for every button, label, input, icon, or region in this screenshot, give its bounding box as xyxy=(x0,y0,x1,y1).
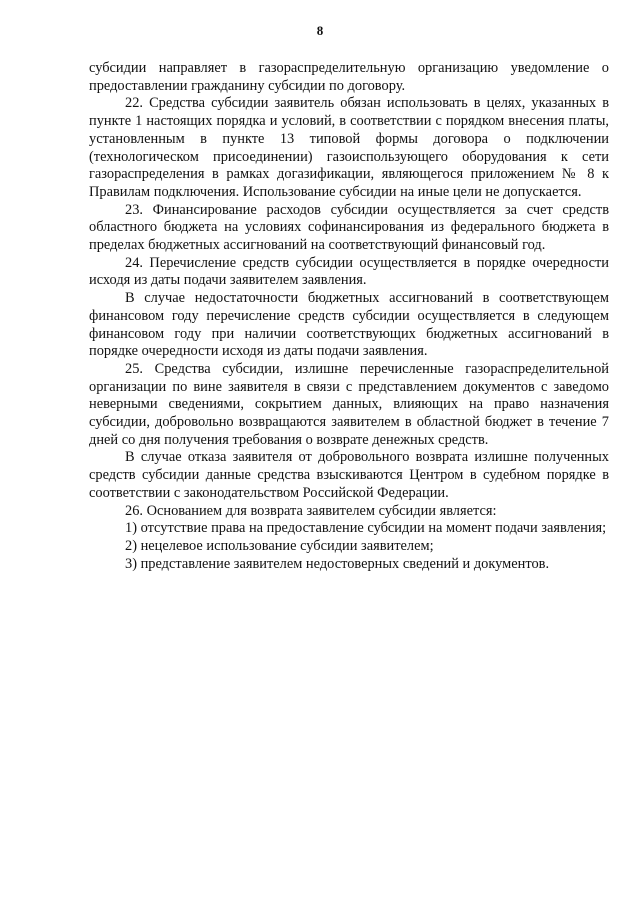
paragraph-22: 22. Средства субсидии заявитель обязан использовать в целях, указанных в пункте 1 настоящих порядка и условий, в соответствии с порядком внесения платы, установленным в пункте 13 типовой формы договора о подключении (технологическом присоединении) газоиспользующего оборудования к сети газораспределения в рамках догазификации, являющегося приложением № 8 к Правилам подключения. Использование субсидии на иные цели не допускается. xyxy=(89,95,609,200)
paragraph-continuation: субсидии направляет в газораспределительную организацию уведомление о предоставлении гражданину субсидии по договору. xyxy=(89,60,609,94)
paragraph-24-insufficiency: В случае недостаточности бюджетных ассигнований в соответствующем финансовом году перечисление средств субсидии осуществляется в следующем финансовом году при наличии соответствующих бюджетных ассигнований в порядке очередности исходя из даты подачи заявления. xyxy=(89,290,609,360)
list-item-2: 2) нецелевое использование субсидии заявителем; xyxy=(125,537,434,554)
paragraph-23: 23. Финансирование расходов субсидии осуществляется за счет средств областного бюджета на условиях софинансирования из федерального бюджета в пределах бюджетных ассигнований на соответствующий финансовый год. xyxy=(89,201,609,254)
list-item-3: 3) представление заявителем недостоверных сведений и документов. xyxy=(125,555,550,572)
page-number: 8 xyxy=(316,23,324,38)
list-item-1: 1) отсутствие права на предоставление субсидии на момент подачи заявления; xyxy=(125,520,607,537)
paragraph-24: 24. Перечисление средств субсидии осуществляется в порядке очередности исходя из даты подачи заявителем заявления. xyxy=(89,254,609,289)
paragraph-25-refusal: В случае отказа заявителя от добровольного возврата излишне полученных средств субсидии данные средства взыскиваются Центром в судебном порядке в соответствии с законодательством Российской Федерации. xyxy=(89,449,609,501)
paragraph-26: 26. Основанием для возврата заявителем субсидии является: xyxy=(125,502,497,519)
paragraph-25: 25. Средства субсидии, излишне перечисленные газораспределительной организации по вине заявителя в связи с представлением документов с заведомо неверными сведениями, сокрытием данных, влияющих на право назначения субсидии, добровольно возвращаются заявителем в областной бюджет в течение 7 дней со дня получения требования о возврате денежных средств. xyxy=(89,360,609,448)
document-body xyxy=(89,60,609,573)
